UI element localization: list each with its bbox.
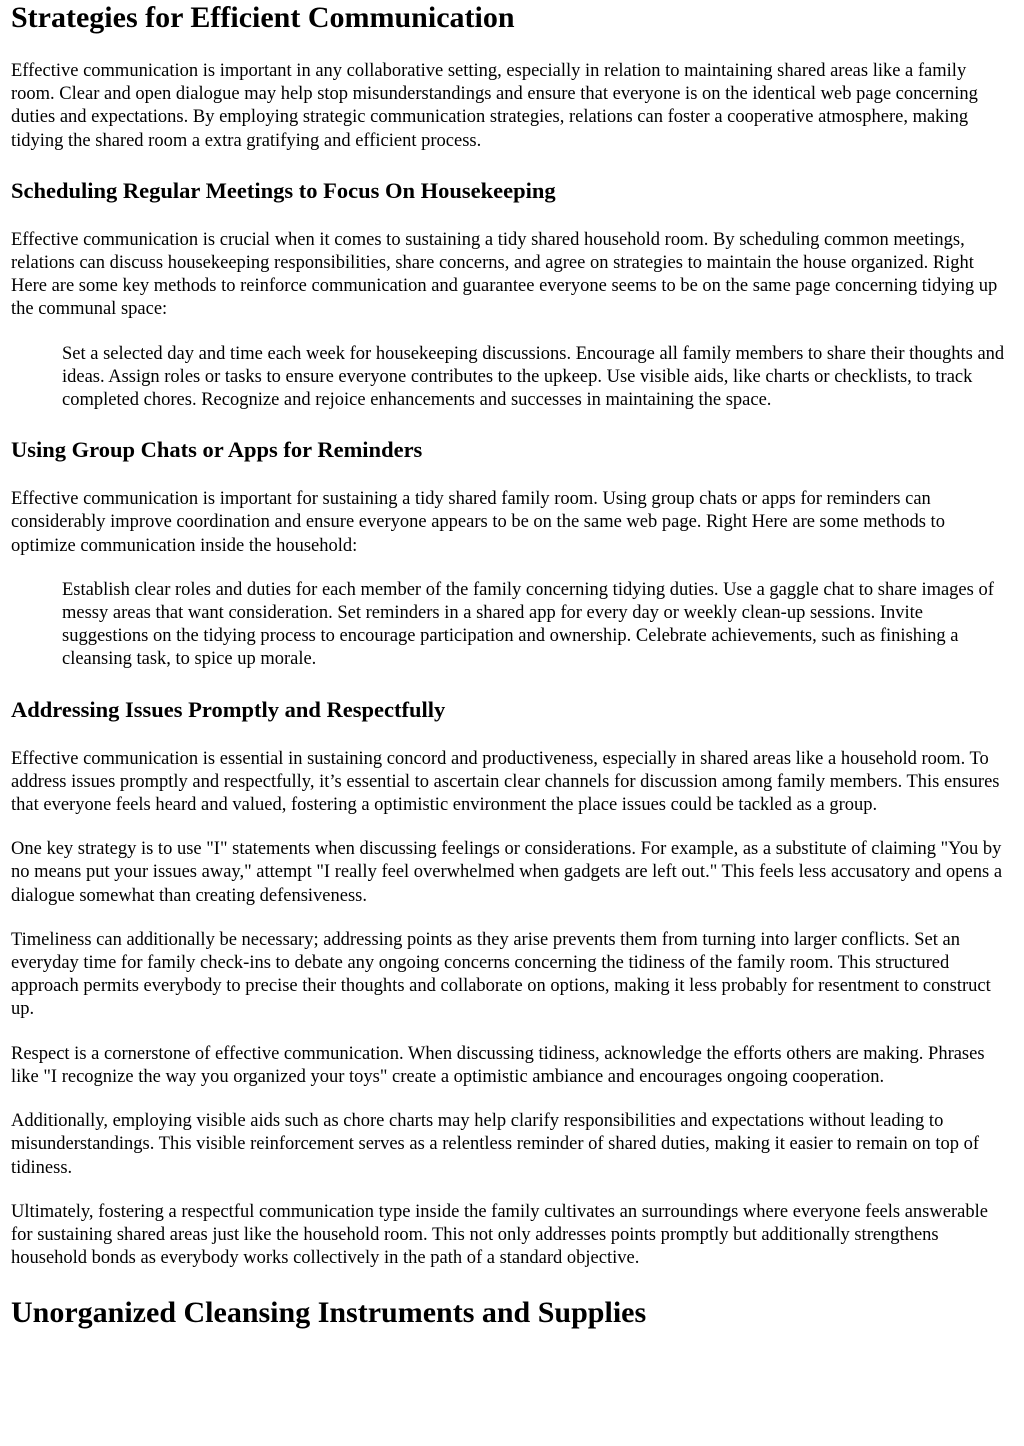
next-section-title: Unorganized Cleansing Instruments and Supplies [11, 1296, 647, 1330]
issues-paragraph: One key strategy is to use "I" statements when discussing feelings or considerations. For example, as a substitute of claiming "You by no means put your issues away," attempt "I really feel overwhelmed when gadgets are left out." This feels less accusatory and opens a dialogue somewhat than creating defensiveness. [11, 839, 1003, 906]
chats-paragraph: Effective communication is important for sustaining a tidy shared family room. Using group chats or apps for reminders can considerably improve coordination and ensure everyone appears to be on the same web page. Right Here are some methods to optimize communication inside the household: [11, 489, 945, 556]
issues-paragraph: Additionally, employing visible aids such as chore charts may help clarify responsibilities and expectations without leading to misunderstandings. This visible reinforcement serves as a relentless reminder of shared duties, making it easier to remain on top of tidiness. [11, 1111, 980, 1178]
issues-paragraph: Timeliness can additionally be necessary; addressing points as they arise prevents them from turning into larger conflicts. Set an everyday time for family check-ins to debate any ongoing concerns concerning the tidiness of the family room. This structured approach permits everybody to precise their thoughts and collaborate on options, making it less probably for resentment to construct up. [11, 929, 991, 1020]
meetings-blockquote: Set a selected day and time each week for housekeeping discussions. Encourage all family members to share their thoughts and ideas. Assign roles or tasks to ensure everyone contributes to the upkeep. Use visible aids, like charts or checklists, to track completed chores. Recognize and rejoice enhancements and successes in maintaining the space. [62, 343, 1005, 411]
issues-paragraph: Ultimately, fostering a respectful communication type inside the family cultivates an surroundings where everyone feels answerable for sustaining shared areas just like the household room. This not only addresses points promptly but additionally strengthens household bonds as everybody works collectively in the path of a standard objective. [11, 1201, 988, 1269]
intro-paragraph: Effective communication is important in any collaborative setting, especially in relation to maintaining shared areas like a family room. Clear and open dialogue may help stop misunderstandings and ensure that everyone is on the identical web page concerning duties and expectations. By employing strategic communication strategies, relations can foster a cooperative atmosphere, making tidying the shared room a extra gratifying and efficient process. [11, 61, 978, 151]
section-heading-issues: Addressing Issues Promptly and Respectfully [11, 696, 446, 722]
chats-blockquote: Establish clear roles and duties for each member of the family concerning tidying duties. Use a gaggle chat to share images of messy areas that want consideration. Set reminders in a shared app for every day or weekly clean-up sessions. Invite suggestions on the tidying process to encourage participation and ownership. Celebrate achievements, such as finishing a cleansing task, to spice up morale. [62, 579, 994, 670]
issues-paragraph: Effective communication is essential in sustaining concord and productiveness, especially in shared areas like a household room. To address issues promptly and respectfully, it’s essential to ascertain clear channels for discussion among family members. This ensures that everyone feels heard and valued, fostering a optimistic environment the place issues could be tackled as a group. [11, 748, 1000, 816]
section-heading-chats: Using Group Chats or Apps for Reminders [11, 437, 423, 463]
section-heading-meetings: Scheduling Regular Meetings to Focus On Housekeeping [11, 177, 556, 203]
meetings-paragraph: Effective communication is crucial when it comes to sustaining a tidy shared household room. By scheduling common meetings, relations can discuss housekeeping responsibilities, share concerns, and agree on strategies to maintain the house organized. Right Here are some key methods to reinforce communication and guarantee everyone seems to be on the same page concerning tidying up the communal space: [11, 229, 998, 320]
issues-paragraph: Respect is a cornerstone of effective communication. When discussing tidiness, acknowledge the efforts others are making. Phrases like "I recognize the way you organized your toys" create a optimistic ambiance and encourages ongoing cooperation. [11, 1043, 985, 1087]
page-title: Strategies for Efficient Communication [11, 1, 515, 34]
